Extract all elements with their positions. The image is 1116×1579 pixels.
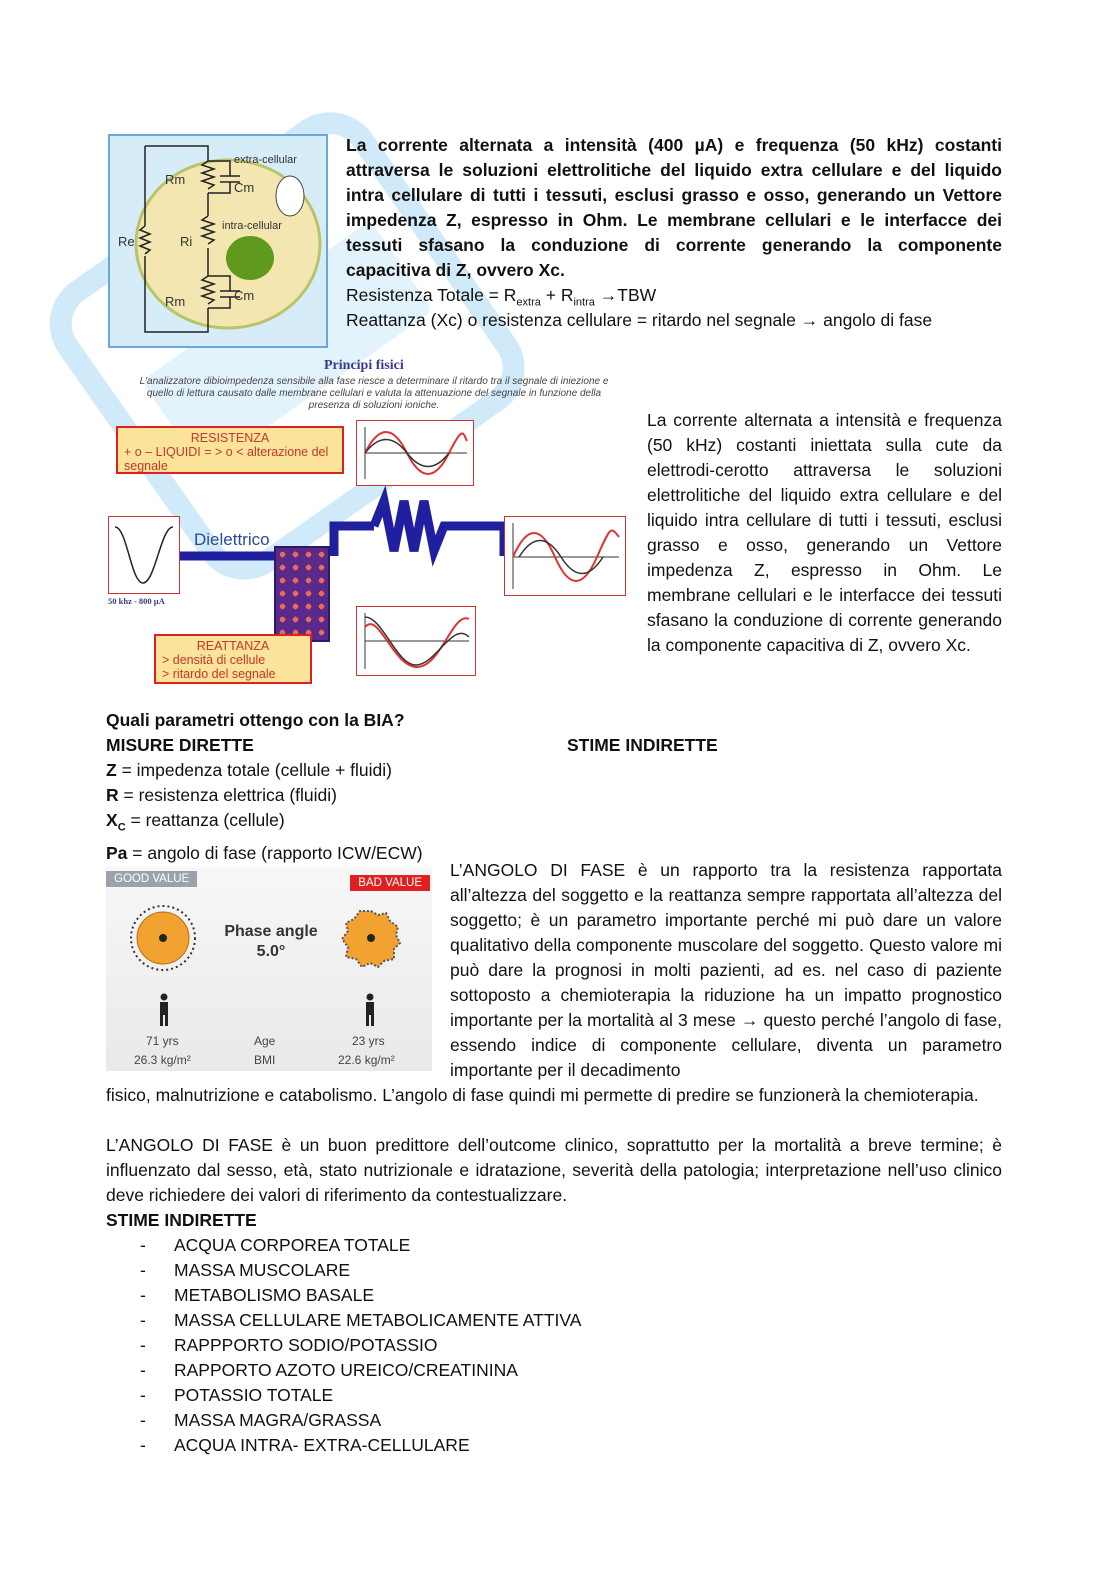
param-xc <box>106 808 423 841</box>
rm-top-label: Rm <box>165 172 186 187</box>
age-left: 71 yrs <box>146 1034 179 1048</box>
phase-angle-title: Phase angle <box>224 923 318 940</box>
param-r-text: = resistenza elettrica (fluidi) <box>118 785 337 805</box>
intro-paragraph: La corrente alternata a intensità (400 µA) e frequenza (50 kHz) costanti attraversa le soluzioni elettrolitiche del liquido extra cellulare e del liquido intra cellulare di tutti i tessuti, esclusi grasso e osso, generando un Vettore impedenza Z, espresso in Ohm. Le membrane cellulari e le interfacce dei tessuti sfasano la conduzione di corrente generando la componente capacitiva di Z, ovvero Xc. <box>346 135 1002 280</box>
params-list <box>106 758 423 866</box>
bmi-right: 22.6 kg/m² <box>338 1053 395 1067</box>
param-pa <box>106 841 423 866</box>
angolo-paragraph-wrap: L’ANGOLO DI FASE è un rapporto tra la resistenza rapportata all’altezza del soggetto e la reattanza sempre rapportata all’altezza del soggetto; è un parametro importante perché mi può dare un valore qualitativo della componente muscolare del soggetto. Questo valore mi può dare la prognosi in molti pazienti, ad es. nel caso di paziente sottoposto a chemioterapia la riduzione ha un impatto prognostico importante per la mortalità al 3 mese → questo perché l’angolo di fase, essendo indice di componente cellulare, diventa un parametro importante per il decadimento <box>450 860 1002 1080</box>
angolo-paragraph-cont: fisico, malnutrizione e catabolismo. L’angolo di fase quindi mi permette di predire se funzionerà la chemioterapia. <box>106 1085 979 1105</box>
reattanza-box-line1: > densità di cellule <box>162 653 266 667</box>
wave-box-right <box>504 516 626 596</box>
list-item: - RAPPPORTO SODIO/POTASSIO <box>106 1333 906 1358</box>
ri-label: Ri <box>180 234 193 249</box>
figure-title: Principi fisici <box>324 358 404 373</box>
plus-r: + R <box>540 285 574 305</box>
list-item: - MASSA MAGRA/GRASSA <box>106 1408 906 1433</box>
param-xc-text: = reattanza (cellule) <box>125 810 285 830</box>
param-z <box>106 758 423 783</box>
list-item: - RAPPORTO AZOTO UREICO/CREATININA <box>106 1358 906 1383</box>
param-z-symbol: Z <box>106 760 117 780</box>
person-icon-left <box>156 993 172 1027</box>
person-icon-right <box>362 993 378 1027</box>
list-item: - ACQUA CORPOREA TOTALE <box>106 1233 906 1258</box>
reattanza-box-line2: > ritardo del segnale <box>162 667 276 681</box>
param-z-text: = impedenza totale (cellule + fluidi) <box>116 760 392 780</box>
sub-intra: intra <box>573 296 595 309</box>
resistenza-box <box>116 426 344 474</box>
list-item: - POTASSIO TOTALE <box>106 1383 906 1408</box>
wave-box-bottom <box>356 606 476 676</box>
extra-cellular-label: extra-cellular <box>234 154 297 166</box>
frequency-label: 50 khz - 800 µA <box>108 596 165 606</box>
circuit-diagram <box>110 136 326 346</box>
dielettrico-label: Dielettrico <box>194 530 270 549</box>
healthy-cell-icon <box>128 903 198 973</box>
misure-dirette-heading: MISURE DIRETTE <box>106 735 254 755</box>
reattanza-box <box>154 634 312 684</box>
phase-angle-value: 5.0° <box>256 943 286 960</box>
list-item: - ACQUA INTRA- EXTRA-CELLULARE <box>106 1433 906 1458</box>
stime-indirette-heading-top: STIME INDIRETTE <box>567 735 718 755</box>
age-label: Age <box>254 1034 276 1048</box>
intra-cellular-label: intra-cellular <box>222 220 282 232</box>
param-pa-text: = angolo di fase (rapporto ICW/ECW) <box>127 842 423 863</box>
bmi-left: 26.3 kg/m² <box>134 1053 191 1067</box>
re-label: Re <box>118 234 135 249</box>
tbw-label: TBW <box>617 285 657 305</box>
age-right: 23 yrs <box>352 1034 385 1048</box>
unhealthy-cell-icon <box>338 905 404 971</box>
param-pa-symbol: Pa <box>106 842 128 863</box>
resistenza-box-title: RESISTENZA <box>190 431 270 445</box>
list-item: - METABOLISMO BASALE <box>106 1283 906 1308</box>
param-xc-sub: C <box>117 821 126 834</box>
param-r-symbol: R <box>106 785 119 805</box>
phase-angle-figure <box>106 867 432 1071</box>
resistenza-label: Resistenza Totale = R <box>346 285 517 305</box>
param-xc-symbol: X <box>106 810 118 830</box>
principi-fisici-figure <box>104 356 634 686</box>
bad-value-label: BAD VALUE <box>350 875 430 891</box>
list-item: - MASSA MUSCOLARE <box>106 1258 906 1283</box>
cell-circuit-figure <box>108 134 328 348</box>
rm-bottom-label: Rm <box>165 294 186 309</box>
angolo-paragraph-2: L’ANGOLO DI FASE è un buon predittore dell’outcome clinico, soprattutto per la mortalità a breve termine; è influenzato dal sesso, età, stato nutrizionale e idratazione, severità della patologia; interpretazione nell’uso clinico deve richiedere dei valori di riferimento da contestualizzare. <box>106 1135 1002 1205</box>
bmi-label: BMI <box>254 1053 276 1067</box>
figure-description: L'analizzatore dibioimpedenza sensibile alla fase riesce a determinare il ritardo tra il segnale di iniezione e quello di lettura causato dalle membrane cellulari e valuta la attenuazione del segnale in funzione della presenza di soluzioni ioniche. <box>139 376 609 411</box>
dielectric-cells <box>274 546 330 642</box>
good-value-label: GOOD VALUE <box>106 871 197 887</box>
list-item: - MASSA CELLULARE METABOLICAMENTE ATTIVA <box>106 1308 906 1333</box>
param-r <box>106 783 423 808</box>
question-heading: Quali parametri ottengo con la BIA? <box>106 710 405 730</box>
sub-extra: extra <box>516 296 541 309</box>
reattanza-line: Reattanza (Xc) o resistenza cellulare = ritardo nel segnale → angolo di fase <box>346 310 933 330</box>
stime-list <box>106 1233 906 1458</box>
cm-top-label: Cm <box>234 180 255 195</box>
bia-paragraph: La corrente alternata a intensità e frequenza (50 kHz) costanti iniettata sulla cute da elettrodi-cerotto attraversa le soluzioni elettrolitiche del liquido extra cellulare e del liquido intra cellulare di tutti i tessuti, esclusi grasso e osso, generando un Vettore impedenza Z, espresso in Ohm. Le membrane cellulari e le interfacce dei tessuti sfasano la conduzione di corrente generando la componente capacitiva di Z, ovvero Xc. <box>647 410 1002 655</box>
wave-box-top <box>356 420 474 486</box>
stime-indirette-heading: STIME INDIRETTE <box>106 1210 257 1230</box>
cm-bottom-label: Cm <box>234 288 255 303</box>
arrow-icon: → <box>594 285 618 305</box>
wave-box-left <box>108 516 180 594</box>
resistenza-box-text: + o – LIQUIDI = > o < alterazione del segnale <box>124 445 329 473</box>
reattanza-box-title: REATTANZA <box>196 639 270 653</box>
